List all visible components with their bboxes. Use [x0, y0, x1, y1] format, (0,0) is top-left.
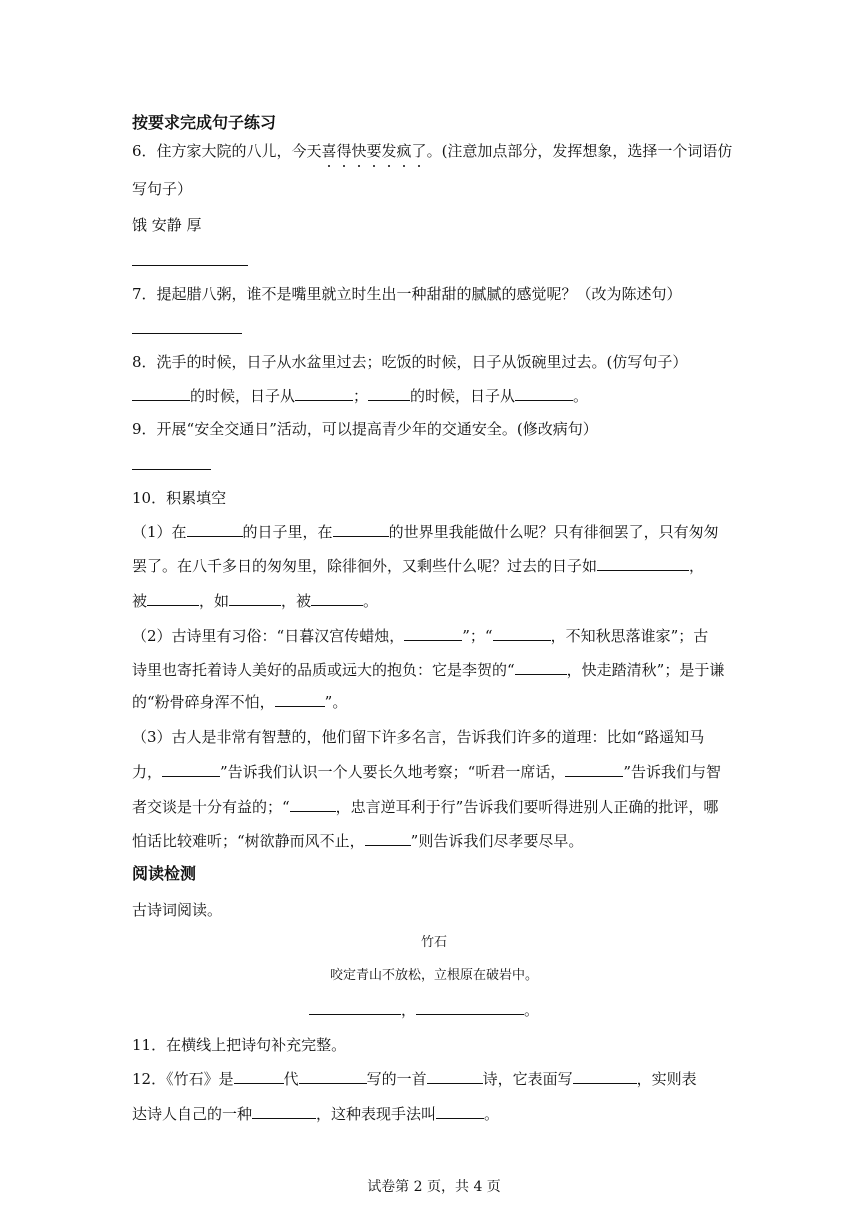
blank[interactable]	[515, 386, 573, 401]
emphasis-dot	[328, 165, 330, 167]
q10-text: ”；“	[462, 627, 493, 645]
q8-fill-text: 的时候，日子从	[410, 387, 516, 405]
emphasis-dot	[388, 165, 390, 167]
question-12-line2	[132, 1104, 499, 1124]
q10-text: ，如	[199, 592, 230, 610]
question-10-title: 10．积累填空	[132, 489, 227, 507]
q10-part3-line4	[132, 831, 583, 851]
blank[interactable]	[365, 831, 411, 846]
q12-text: 代	[283, 1070, 299, 1088]
question-8-fill-line	[132, 386, 588, 406]
q10-text: 的“粉骨碎身浑不怕，	[132, 693, 275, 711]
q8-fill-text: 的时候，日子从	[190, 387, 296, 405]
blank[interactable]	[573, 1069, 637, 1084]
emphasis-dot	[358, 165, 360, 167]
blank[interactable]	[162, 762, 220, 777]
q12-text: 达诗人自己的一种	[132, 1105, 253, 1123]
q10-text: 诗里也寄托着诗人美好的品质或远大的抱负：它是李贺的“	[132, 661, 515, 679]
blank[interactable]	[234, 1069, 284, 1084]
q10-part1-line1	[132, 522, 719, 542]
q10-text: （2）古诗里有习俗：“日暮汉宫传蜡烛，	[132, 627, 405, 645]
q10-text: 的日子里，在	[242, 523, 333, 541]
q10-text: 的世界里我能做什么呢？只有徘徊罢了，只有匆匆	[388, 523, 719, 541]
q10-part2-line2	[132, 660, 724, 680]
reading-intro: 古诗词阅读。	[132, 901, 223, 919]
emphasis-dot	[403, 165, 405, 167]
q10-text: 者交谈是十分有益的；“	[132, 798, 290, 816]
section-title-sentence-practice: 按要求完成句子练习	[132, 113, 277, 132]
blank[interactable]	[132, 386, 190, 401]
emphasis-dot	[418, 165, 420, 167]
question-11: 11．在横线上把诗句补充完整。	[132, 1036, 347, 1054]
q10-text: ”告诉我们与智	[623, 763, 722, 781]
q10-text: ，不知秋思落谁家”；古	[550, 627, 709, 645]
q10-part1-line3	[132, 591, 378, 611]
emphasis-dot	[373, 165, 375, 167]
poem-end: 。	[524, 1001, 540, 1019]
blank[interactable]	[436, 1104, 484, 1119]
question-6-line-1	[132, 141, 732, 161]
q12-text: ，这种表现手法叫	[316, 1105, 437, 1123]
blank[interactable]	[311, 591, 363, 606]
question-7: 7．提起腊八粥，谁不是嘴里就立时生出一种甜甜的腻腻的感觉呢？（改为陈述句）	[132, 285, 682, 303]
q12-text: 写的一首	[366, 1070, 427, 1088]
q10-text: 被	[132, 592, 148, 610]
blank[interactable]	[565, 762, 623, 777]
blank[interactable]	[493, 626, 551, 641]
q10-text: 罢了。在八千多日的匆匆里，除徘徊外，又剩些什么呢？过去的日子如	[132, 557, 598, 575]
q12-text: 12．《竹石》是	[132, 1070, 234, 1088]
q6-text-post: 。(注意加点部分，发挥想象，选择一个词语仿	[426, 142, 733, 160]
blank[interactable]	[290, 797, 336, 812]
section-title-reading: 阅读检测	[132, 864, 197, 883]
blank[interactable]	[515, 660, 567, 675]
q6-text-pre: 6．住方家大院的八儿，今天	[132, 142, 322, 160]
poem-line-2-blanks	[0, 1000, 858, 1020]
blank[interactable]	[299, 1069, 367, 1084]
question-6-line-2: 写句子）	[132, 180, 193, 198]
blank[interactable]	[597, 556, 689, 571]
blank[interactable]	[295, 386, 353, 401]
q10-text: ，被	[281, 592, 312, 610]
poem-separator: ，	[400, 1001, 416, 1019]
q10-text: 怕话比较难听；“树欲静而风不止，	[132, 832, 365, 850]
q10-part3-line3	[132, 797, 718, 817]
q8-fill-text: 。	[573, 387, 589, 405]
question-6-word-choices: 饿 安静 厚	[132, 216, 202, 234]
q10-part2-line1	[132, 626, 708, 646]
q10-text: ”告诉我们认识一个人要长久地考察；“听君一席话，	[220, 763, 566, 781]
q6-dotted-phrase	[322, 142, 427, 160]
answer-line-q7[interactable]	[132, 333, 242, 334]
emphasis-dot	[343, 165, 345, 167]
q12-text: ，实则表	[636, 1070, 697, 1088]
blank[interactable]	[252, 1104, 316, 1119]
blank[interactable]	[404, 626, 462, 641]
blank[interactable]	[147, 591, 199, 606]
blank[interactable]	[187, 522, 243, 537]
q12-text: 。	[484, 1105, 500, 1123]
question-9: 9．开展“安全交通日”活动，可以提高青少年的交通安全。(修改病句）	[132, 420, 598, 438]
q12-text: 诗，它表面写	[482, 1070, 573, 1088]
q10-part2-line3	[132, 692, 347, 712]
q10-text: ，快走踏清秋”；是于谦	[566, 661, 725, 679]
q8-fill-text: ；	[353, 387, 369, 405]
question-12-line1	[132, 1069, 697, 1089]
poem-title: 竹石	[420, 935, 447, 950]
question-8: 8．洗手的时候，日子从水盆里过去；吃饭的时候，日子从饭碗里过去。(仿写句子）	[132, 353, 688, 371]
blank[interactable]	[427, 1069, 483, 1084]
page-footer: 试卷第 2 页，共 4 页	[367, 1179, 501, 1195]
q10-text: ”则告诉我们尽孝要尽早。	[410, 832, 584, 850]
q10-text: 。	[363, 592, 379, 610]
q10-text: ”。	[324, 693, 348, 711]
blank[interactable]	[416, 1000, 524, 1015]
q10-text: （1）在	[132, 523, 187, 541]
q6-dotted-text: 喜得快要发疯了	[321, 142, 427, 160]
q10-text: ，	[689, 557, 705, 575]
q10-part1-line2	[132, 556, 704, 576]
q10-part3-line2	[132, 762, 721, 782]
blank[interactable]	[368, 386, 410, 401]
blank[interactable]	[333, 522, 389, 537]
blank[interactable]	[309, 1000, 401, 1015]
q10-text: ，忠言逆耳利于行”告诉我们要听得进别人正确的批评，哪	[335, 798, 719, 816]
poem-line-1: 咬定青山不放松，立根原在破岩中。	[329, 968, 538, 983]
q10-text: 力，	[132, 763, 163, 781]
answer-line-q9[interactable]	[132, 469, 211, 470]
blank[interactable]	[229, 591, 281, 606]
q10-part3-line1: （3）古人是非常有智慧的，他们留下许多名言，告诉我们许多的道理：比如“路遥知马	[132, 728, 705, 746]
blank[interactable]	[275, 692, 325, 707]
answer-line-q6[interactable]	[132, 265, 248, 266]
